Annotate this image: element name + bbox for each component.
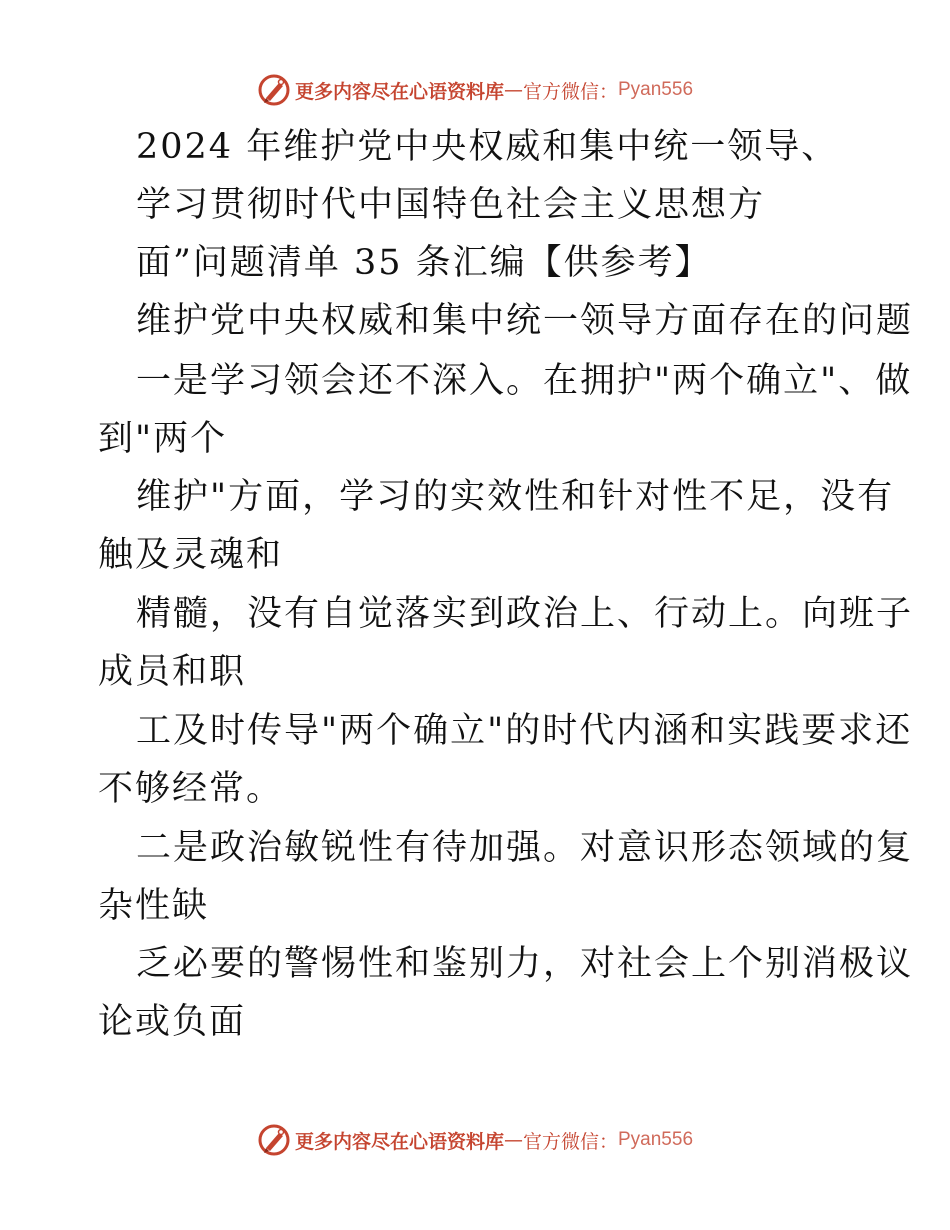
paragraph-line: 一是学习领会还不深入。在拥护"两个确立"、做 [136,361,913,401]
paragraph-line: 工及时传导"两个确立"的时代内涵和实践要求还 [136,711,913,751]
paragraph-line: 不够经常。 [98,769,284,809]
banner-wechat-label: 官方微信： [522,1130,618,1153]
footer-banner [0,1120,950,1160]
banner-lead-text: 更多内容尽在心语资料库 [294,1130,504,1153]
paragraph-line: 乏必要的警惕性和鉴别力，对社会上个别消极议 [136,944,914,984]
banner-dash: — [503,79,523,101]
banner-dash: — [503,1129,523,1151]
paragraph-line: 到"两个 [98,419,228,459]
paragraph-line: 杂性缺 [98,886,210,926]
pen-logo-icon [257,1123,291,1157]
section-heading: 维护党中央权威和集中统一领导方面存在的问题 [136,301,914,341]
banner-lead-text: 更多内容尽在心语资料库 [294,80,504,103]
paragraph-line: 论或负面 [98,1002,247,1042]
paragraph-line: 触及灵魂和 [98,535,284,575]
paragraph-line: 维护"方面，学习的实效性和针对性不足，没有 [136,477,895,517]
title-line-3: 面”问题清单 35 条汇编【供参考】 [136,243,712,283]
paragraph-line: 二是政治敏锐性有待加强。对意识形态领域的复 [136,828,914,868]
title-line-1: 2024 年维护党中央权威和集中统一领导、 [136,127,839,167]
banner-wechat-id: Pyan556 [618,1129,694,1150]
header-banner [0,70,950,110]
title-line-2: 学习贯彻时代中国特色社会主义思想方 [136,185,766,225]
paragraph-line: 精髓，没有自觉落实到政治上、行动上。向班子 [136,594,914,634]
banner-wechat-label: 官方微信： [522,80,618,103]
banner-wechat-id: Pyan556 [618,79,694,100]
paragraph-line: 成员和职 [98,652,247,692]
pen-logo-icon [257,73,291,107]
